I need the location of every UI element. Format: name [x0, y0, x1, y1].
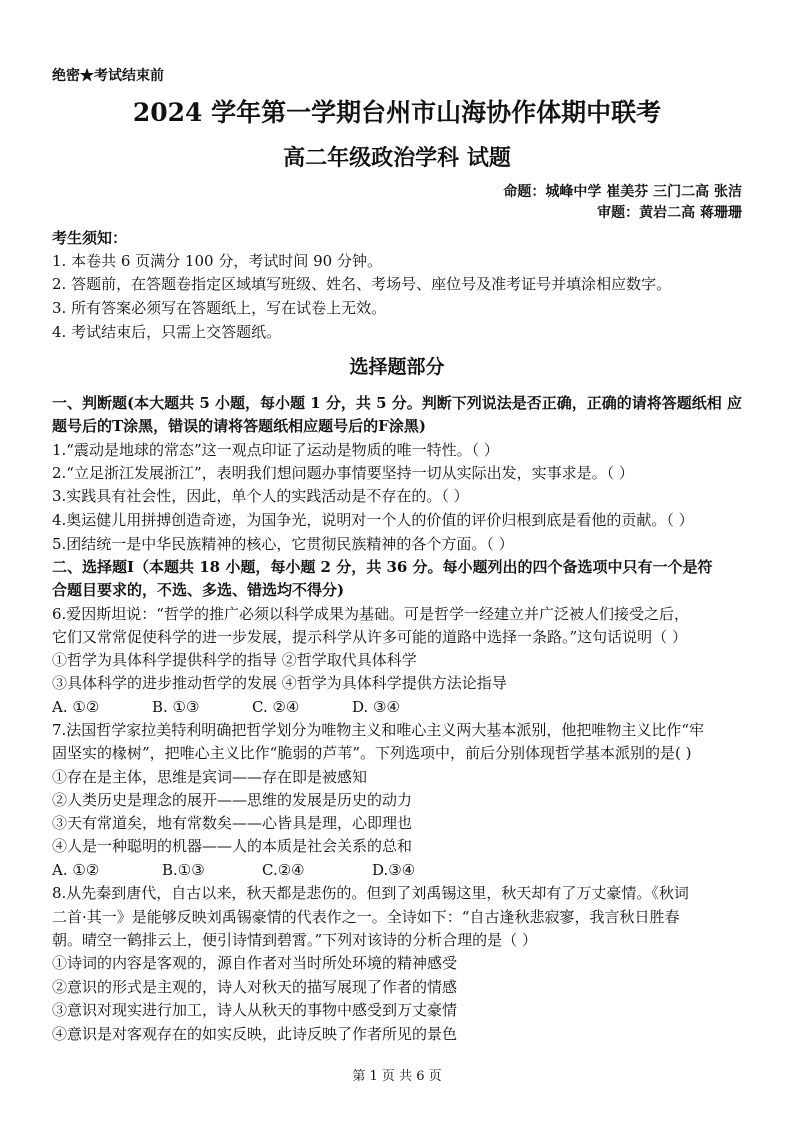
- q7-option: ③天有常道矣，地有常数矣——心皆具是理，心即理也: [52, 814, 413, 832]
- notice-item: 3. 所有答案必须写在答题纸上，写在试卷上无效。: [52, 299, 387, 317]
- q6-stem: 它们又常常促使科学的进一步发展，提示科学从许多可能的道路中选择一条路。”这句话说明（ ）: [52, 628, 687, 646]
- choice-a: A. ①②: [52, 861, 100, 879]
- notice-heading: 考生须知：: [52, 229, 128, 247]
- choice-d: D. ③④: [352, 698, 400, 716]
- q8-stem: 二首·其一》是能够反映刘禹锡豪情的代表作之一。全诗如下：“自古逢秋悲寂寥，我言秋日胜春: [52, 908, 680, 926]
- part1-heading-line1: 一、判断题(本大题共 5 小题，每小题 1 分，共 5 分。判断下列说法是否正确，正确的请将答题纸相 应: [52, 394, 742, 412]
- choice-b: B. ①③: [152, 698, 200, 716]
- q6-option-line: ③具体科学的进步推动哲学的发展 ④哲学为具体科学提供方法论指导: [52, 674, 507, 692]
- judgement-item: 3.实践具有社会性，因此，单个人的实践活动是不存在的。（ ）: [52, 487, 469, 505]
- exam-subtitle: 高二年级政治学科 试题: [283, 145, 511, 171]
- q8-option: ②意识的形式是主观的，诗人对秋天的描写展现了作者的情感: [52, 978, 458, 996]
- choice-d: D.③④: [372, 861, 416, 879]
- q7-option: ①存在是主体，思维是宾词——存在即是被感知: [52, 768, 368, 786]
- judgement-item: 4.奥运健儿用拼搏创造奇迹，为国争光，说明对一个人的价值的评价归根到底是看他的贡献。（ ）: [52, 511, 694, 529]
- q8-option: ③意识对现实进行加工，诗人从秋天的事物中感受到万丈豪情: [52, 1001, 458, 1019]
- notice-item: 1. 本卷共 6 页满分 100 分，考试时间 90 分钟。: [52, 252, 382, 270]
- q7-option: ④人是一种聪明的机器——人的本质是社会关系的总和: [52, 837, 413, 855]
- choice-b: B.①③: [162, 861, 205, 879]
- judgement-item: 5.团结统一是中华民族精神的核心，它贯彻民族精神的各个方面。（ ）: [52, 535, 514, 553]
- confidential-mark: 绝密★考试结束前: [52, 68, 164, 84]
- q8-stem: 8.从先秦到唐代，自古以来，秋天都是悲伤的。但到了刘禹锡这里，秋天却有了万丈豪情。《秋词: [52, 884, 689, 902]
- q7-option: ②人类历史是理念的展开——思维的发展是历史的动力: [52, 791, 413, 809]
- q7-choices: [52, 860, 472, 880]
- setter-line: 命题：城峰中学 崔美芬 三门二高 张洁: [503, 184, 742, 200]
- q6-stem: 6.爱因斯坦说：“哲学的推广必须以科学成果为基础。可是哲学一经建立并广泛被人们接受之后，: [52, 605, 689, 623]
- part1-heading-line2: 题号后的T涂黑，错误的请将答题纸相应题号后的F涂黑): [52, 417, 426, 435]
- judgement-item: 2.“立足浙江发展浙江”，表明我们想问题办事情要坚持一切从实际出发，实事求是。（ ）: [52, 464, 634, 482]
- q8-stem: 朝。晴空一鹤排云上，便引诗情到碧霄。”下列对该诗的分析合理的是（ ）: [52, 931, 537, 949]
- notice-item: 2. 答题前，在答题卷指定区域填写班级、姓名、考场号、座位号及准考证号并填涂相应数字。: [52, 275, 672, 293]
- section-title: 选择题部分: [349, 356, 445, 378]
- q8-option: ①诗词的内容是客观的，源自作者对当时所处环境的精神感受: [52, 954, 458, 972]
- q7-stem: 7.法国哲学家拉美特利明确把哲学划分为唯物主义和唯心主义两大基本派别，他把唯物主义比作“牢: [52, 721, 704, 739]
- choice-c: C.②④: [262, 861, 305, 879]
- reviewer-line: 审题：黄岩二高 蒋珊珊: [597, 205, 742, 221]
- q8-option: ④意识是对客观存在的如实反映，此诗反映了作者所见的景色: [52, 1025, 458, 1043]
- choice-c: C. ②④: [252, 698, 300, 716]
- notice-item: 4. 考试结束后，只需上交答题纸。: [52, 323, 282, 341]
- page-footer: 第 1 页 共 6 页: [352, 1069, 442, 1084]
- judgement-item: 1.“震动是地球的常态”这一观点印证了运动是物质的唯一特性。（ ）: [52, 441, 499, 459]
- q7-stem: 固坚实的椽树”，把唯心主义比作“脆弱的芦苇”。下列选项中，前后分别体现哲学基本派别的是( ): [52, 744, 692, 762]
- q6-choices: [52, 697, 452, 717]
- choice-a: A. ①②: [52, 698, 100, 716]
- part2-heading-line1: 二、选择题Ⅰ（本题共 18 小题，每小题 2 分，共 36 分。每小题列出的四个备选项中只有一个是符: [52, 558, 713, 576]
- part2-heading-line2: 合题目要求的，不选、多选、错选均不得分): [52, 581, 345, 599]
- exam-title: 2024 学年第一学期台州市山海协作体期中联考: [132, 98, 662, 127]
- q6-option-line: ①哲学为具体科学提供科学的指导 ②哲学取代具体科学: [52, 651, 417, 669]
